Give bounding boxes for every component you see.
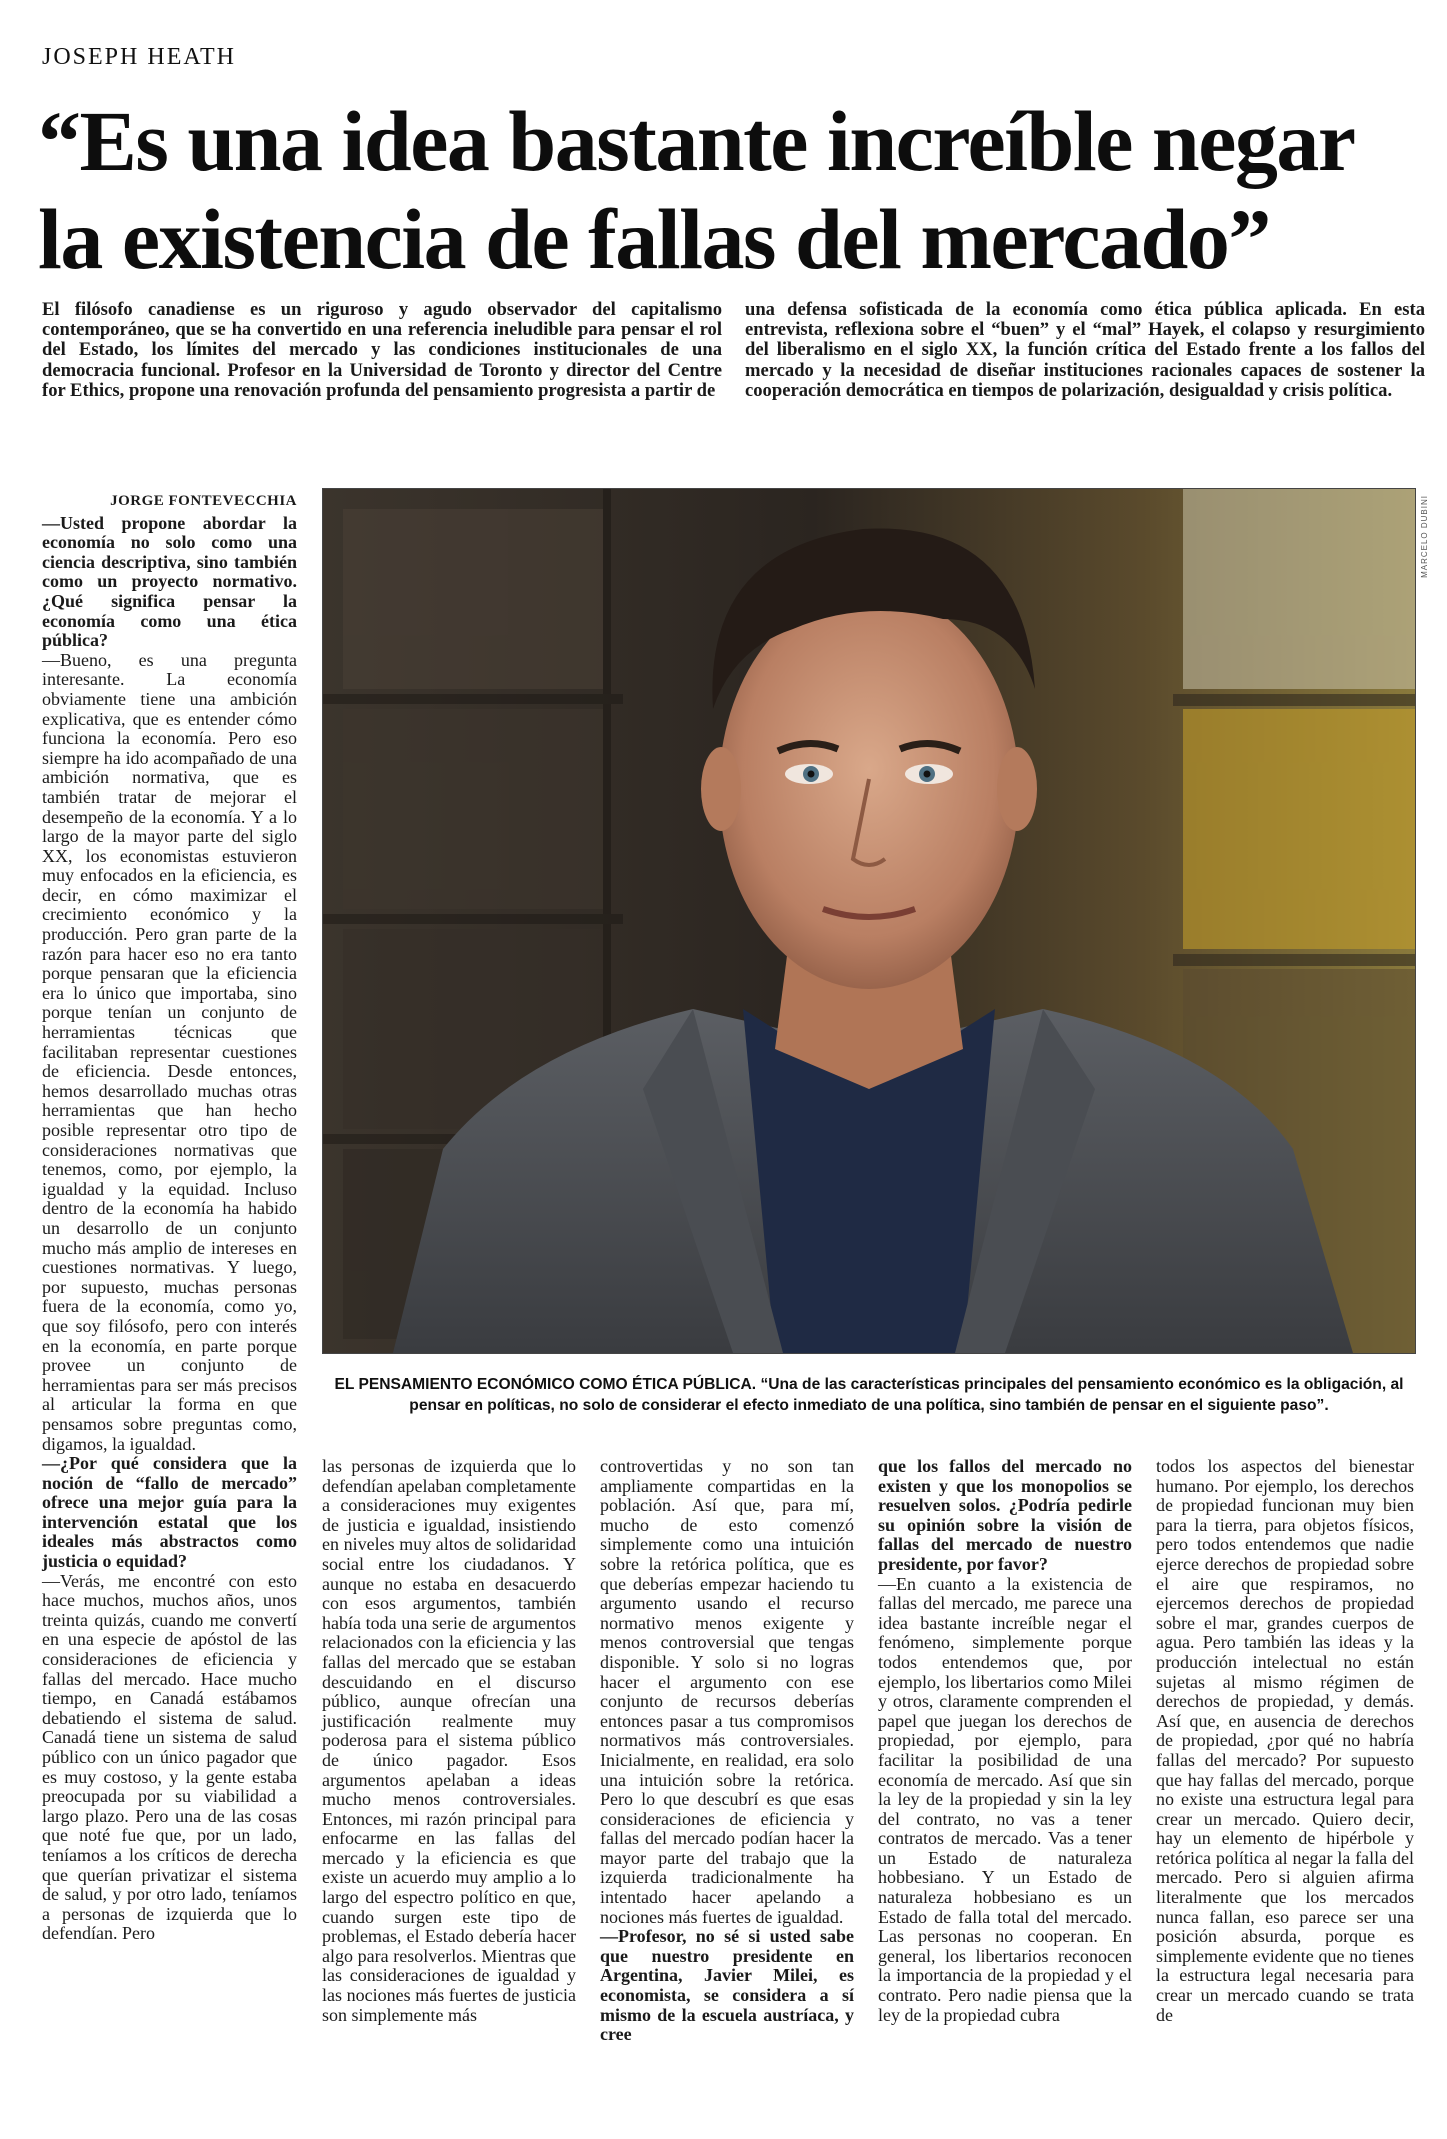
column-5 [1156, 1457, 1414, 2025]
byline: JORGE FONTEVECCHIA [110, 493, 297, 509]
question-3-end: que los fallos del mercado no existen y que los monopolios se resuelven solos. ¿Podría pedirle su opinión sobre la visión de fallas del mercado de nuestro presidente, por favor? [878, 1456, 1132, 1574]
answer-3-start: —En cuanto a la existencia de fallas del mercado, me parece una idea bastante increíble negar el fenómeno, simplemente porque todos entendemos que, por ejemplo, los libertarios como Milei y otros, claramente comprenden el papel que juegan los derechos de propiedad, por ejemplo, para facilitar la posibilidad de una economía de mercado. Así que sin la ley de la propiedad y sin la ley del contrato, no vas a tener contratos de mercado. Vas a tener un Estado de naturaleza hobbesiano. Y un Estado de naturaleza hobbesiano es un Estado de falla total del mercado. Las personas no cooperan. En general, los libertarios reconocen la importancia de la propiedad y el contrato. Pero nadie piensa que la ley de la propiedad cubra [878, 1573, 1132, 2025]
portrait-photo [322, 488, 1416, 1354]
column-3 [600, 1457, 854, 2045]
headline: “Es una idea bastante increíble negar la existencia de fallas del mercado” [38, 93, 1354, 287]
kicker: JOSEPH HEATH [42, 44, 237, 70]
column-4 [878, 1457, 1132, 2025]
column-2 [322, 1457, 576, 2025]
answer-2-start: —Verás, me encontré con esto hace muchos, muchos años, unos treinta quizás, cuando me convertí en una especie de apóstol de las consideraciones de eficiencia y fallas del mercado. Hace mucho tiempo, en Canadá estábamos debatiendo el sistema de salud. Canadá tiene un sistema de salud público con un único pagador que es muy costoso, y la gente estaba preocupada por su viabilidad a largo plazo. Pero una de las cosas que noté fue que, por un lado, teníamos a los críticos de derecha que querían privatizar el sistema de salud, y por otro lado, teníamos a personas de izquierda que lo defendían. Pero [42, 1570, 297, 1944]
lead-paragraph-right: una defensa sofisticada de la economía como ética pública aplicada. En esta entrevista, reflexiona sobre el “buen” y el “mal” Hayek, el colapso y resurgimiento del liberalismo en el siglo XX, la función crítica del Estado frente a los fallos del mercado y la necesidad de diseñar instituciones racionales capaces de sostener la cooperación democrática en tiempos de polarización, desigualdad y crisis política. [745, 299, 1425, 401]
column-1 [42, 492, 297, 1944]
lead-paragraph-left: El filósofo canadiense es un riguroso y agudo observador del capitalismo contemporáneo, que se ha convertido en una referencia ineludible para pensar el rol del Estado, los límites del mercado y las condiciones institucionales de una democracia funcional. Profesor en la Universidad de Toronto y director del Centre for Ethics, propone una renovación profunda del pensamiento progresista a partir de [42, 299, 722, 401]
question-2: —¿Por qué considera que la noción de “fallo de mercado” ofrece una mejor guía para la intervención estatal que los ideales más abstractos como justicia o equidad? [42, 1453, 297, 1572]
photo-credit: MARCELO DUBINI [1420, 495, 1429, 578]
photo-caption: EL PENSAMIENTO ECONÓMICO COMO ÉTICA PÚBLICA. “Una de las características principales del pensamiento económico es la obligación, al pensar en políticas, no solo de considerar el efecto inmediato de una política, sino también de pensar en el siguiente paso”. [334, 1376, 1404, 1414]
answer-2-continued: las personas de izquierda que lo defendían apelaban completamente a consideraciones muy exigentes de justicia e igualdad, insistiendo en niveles muy altos de solidaridad social entre los ciudadanos. Y aunque no estaba en desacuerdo con esos argumentos, también había toda una serie de argumentos relacionados con la eficiencia y las fallas del mercado que se estaban descuidando en el discurso público, aunque ofrecían una justificación realmente muy poderosa para el sistema público de único pagador. Esos argumentos apelaban a ideas mucho menos controversiales. Entonces, mi razón principal para enfocarme en las fallas del mercado y la eficiencia es que existe un acuerdo muy amplio a lo largo del espectro político en que, cuando surgen este tipo de problemas, el Estado debería hacer algo para resolverlos. Mientras que las consideraciones de igualdad y las nociones más fuertes de justicia son simplemente más [322, 1456, 576, 2025]
portrait-illustration [323, 489, 1415, 1353]
answer-3-continued: todos los aspectos del bienestar humano. Por ejemplo, los derechos de propiedad funcionan muy bien para la tierra, para objetos físicos, pero todos entendemos que nadie ejerce derechos de propiedad sobre el aire que respiramos, no ejercemos derechos de propiedad sobre el mar, grandes cuerpos de agua. Pero también las ideas y la producción intelectual no están sujetas al mismo régimen de derechos de propiedad, y demás. Así que, en ausencia de derechos de propiedad, ¿por qué no habría fallas del mercado? Por supuesto que hay fallas del mercado, porque no existe una estructura legal para crear un mercado. Quiero decir, hay un elemento de hipérbole y retórica política al negar la falla del mercado. Pero si alguien afirma literalmente que los mercados nunca fallan, eso parece ser una posición absurda, porque es simplemente evidente que no tienes la estructura legal necesaria para crear un mercado cuando se trata de [1156, 1456, 1414, 2025]
question-1: —Usted propone abordar la economía no solo como una ciencia descriptiva, sino también como un proyecto normativo. ¿Qué significa pensar la economía como una ética pública? [42, 512, 297, 651]
answer-1: —Bueno, es una pregunta interesante. La economía obviamente tiene una ambición explicativa, que es entender cómo funciona la economía. Pero eso siempre ha ido acompañado de una ambición normativa, que es también tratar de mejorar el desempeño de la economía. Y a lo largo de la mayor parte del siglo XX, los economistas estuvieron muy enfocados en la eficiencia, es decir, en cómo maximizar el crecimiento económico y la producción. Pero gran parte de la razón para hacer eso no era tanto porque pensaran que la eficiencia era lo único que importaba, sino porque tenían un conjunto de herramientas técnicas que facilitaban representar cuestiones de eficiencia. Desde entonces, hemos desarrollado muchas otras herramientas que han hecho posible representar otro tipo de consideraciones normativas que tenemos, como, por ejemplo, la igualdad y la equidad. Incluso dentro de la economía ha habido un desarrollo de un conjunto mucho más amplio de intereses en cuestiones normativas. Y luego, por supuesto, muchas personas fuera de la economía, como yo, que soy filósofo, pero con interés en la economía, en parte porque provee un conjunto de herramientas para ser más precisos al articular la forma en que pensamos sobre preguntas como, digamos, la igualdad. [42, 649, 297, 1454]
answer-2-end: controvertidas y no son tan ampliamente compartidas en la población. Así que, para mí, mucho de esto comenzó simplemente como una intuición sobre la retórica política, que es que deberías empezar haciendo tu argumento usando el recurso normativo menos exigente y menos controversial que tengas disponible. Y solo si no logras hacer el argumento con ese conjunto de recursos deberías entonces pasar a tus compromisos normativos más controversiales. Inicialmente, en realidad, era solo una intuición sobre la retórica. Pero lo que descubrí es que esas consideraciones de eficiencia y fallas del mercado podían hacer la mayor parte del trabajo que la izquierda tradicionalmente ha intentado hacer apelando a nociones más fuertes de igualdad. [600, 1456, 854, 1927]
question-3-start: —Profesor, no sé si usted sabe que nuestro presidente en Argentina, Javier Milei, es economista, se considera a sí mismo de la escuela austríaca, y cree [600, 1926, 854, 2045]
